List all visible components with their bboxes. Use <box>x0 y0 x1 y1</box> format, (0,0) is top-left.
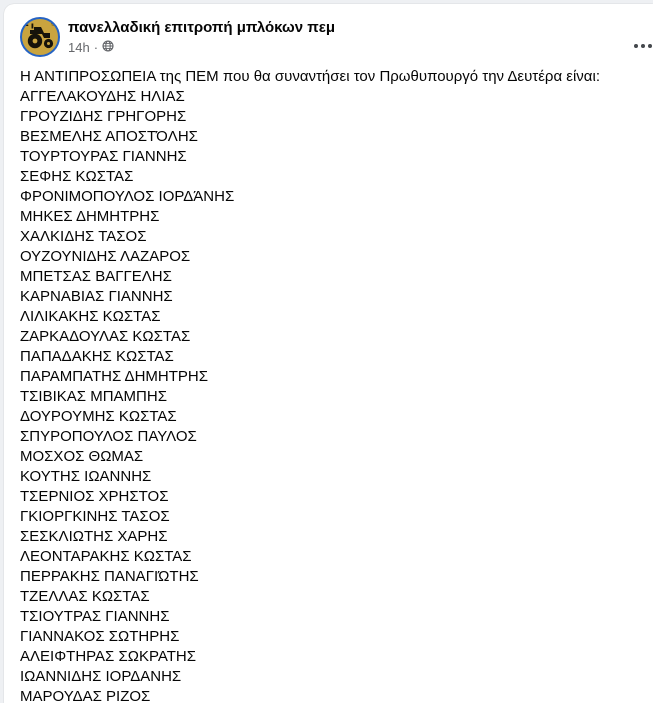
delegate-name: ΛΕΟΝΤΑΡΑΚΗΣ ΚΩΣΤΑΣ <box>20 548 192 565</box>
delegate-name: ΤΣΕΡΝΙΟΣ ΧΡΗΣΤΟΣ <box>20 488 169 505</box>
delegate-name: ΣΕΣΚΛΙΩΤΗΣ ΧΑΡΗΣ <box>20 528 168 545</box>
facebook-post-card <box>4 4 653 703</box>
delegate-name: ΓΡΟΥΖΙΔΗΣ ΓΡΗΓΟΡΗΣ <box>20 108 187 125</box>
delegate-name: ΤΣΙΒΙΚΑΣ ΜΠΑΜΠΗΣ <box>20 388 167 405</box>
delegate-name: ΑΛΕΙΦΤΗΡΑΣ ΣΩΚΡΑΤΗΣ <box>20 648 197 665</box>
delegate-name: ΠΕΡΡΑΚΗΣ ΠΑΝΑΓΙΏΤΗΣ <box>20 568 199 585</box>
post-options-menu-icon[interactable] <box>630 40 653 52</box>
delegate-name: ΓΚΙΟΡΓΚΙΝΗΣ ΤΑΣΟΣ <box>20 508 170 525</box>
tractor-logo-icon <box>22 17 58 57</box>
delegate-name: ΣΕΦΗΣ ΚΩΣΤΑΣ <box>20 168 134 185</box>
delegate-name: ΓΙΑΝΝΑΚΟΣ ΣΩΤΗΡΗΣ <box>20 628 180 645</box>
post-header <box>16 16 639 57</box>
delegate-name: ΤΖΕΛΛΑΣ ΚΩΣΤΑΣ <box>20 588 150 605</box>
delegate-name: ΖΑΡΚΑΔΟΥΛΑΣ ΚΩΣΤΑΣ <box>20 328 191 345</box>
delegate-name: ΒΕΣΜΕΛΗΣ ΑΠΟΣΤΌΛΗΣ <box>20 128 198 145</box>
globe-public-icon <box>102 40 114 56</box>
post-meta <box>68 40 335 56</box>
delegate-name: ΣΠΥΡΟΠΟΥΛΟΣ ΠΑΥΛΟΣ <box>20 428 197 445</box>
delegate-name: ΔΟΥΡΟΥΜΗΣ ΚΩΣΤΑΣ <box>20 408 177 425</box>
delegate-name: ΜΠΕΤΣΑΣ ΒΑΓΓΕΛΗΣ <box>20 268 172 285</box>
post-body <box>16 67 639 703</box>
delegate-name: ΑΓΓΕΛΑΚΟΥΔΗΣ ΗΛΙΑΣ <box>20 88 185 105</box>
delegate-name: ΜΟΣΧΟΣ ΘΩΜΑΣ <box>20 448 144 465</box>
delegate-name: ΤΣΙΟΥΤΡΑΣ ΓΙΑΝΝΗΣ <box>20 608 170 625</box>
delegate-name: ΛΙΛΙΚΑΚΗΣ ΚΩΣΤΑΣ <box>20 308 161 325</box>
delegate-name: ΤΟΥΡΤΟΥΡΑΣ ΓΙΑΝΝΗΣ <box>20 148 187 165</box>
delegate-name: ΙΩΑΝΝΙΔΗΣ ΙΟΡΔΑΝΗΣ <box>20 668 182 685</box>
post-intro-text: Η ΑΝΤΙΠΡΟΣΩΠΕΙΑ της ΠΕΜ που θα συναντήσει τον Πρωθυπουργό την Δευτέρα είναι: <box>20 68 600 85</box>
delegate-name: ΠΑΡΑΜΠΑΤΗΣ ΔΗΜΗΤΡΗΣ <box>20 368 209 385</box>
delegate-name: ΜΗΚΕΣ ΔΗΜΗΤΡΗΣ <box>20 208 160 225</box>
delegate-name: ΦΡΟΝΙΜΟΠΟΥΛΟΣ ΙΟΡΔΆΝΗΣ <box>20 188 235 205</box>
delegate-name: ΚΟΥΤΗΣ ΙΩΑΝΝΗΣ <box>20 468 152 485</box>
post-header-texts <box>68 16 335 56</box>
page-name-link[interactable]: πανελλαδική επιτροπή μπλόκων πεμ <box>68 19 335 36</box>
delegate-name: ΚΑΡΝΑΒΙΑΣ ΓΙΑΝΝΗΣ <box>20 288 173 305</box>
meta-separator: · <box>93 40 99 55</box>
delegate-name: ΟΥΖΟΥΝΙΔΗΣ ΛΑΖΑΡΟΣ <box>20 248 191 265</box>
delegate-name: ΜΑΡΟΥΔΑΣ ΡΙΖΟΣ <box>20 688 151 703</box>
delegate-name: ΧΑΛΚΙΔΗΣ ΤΑΣΟΣ <box>20 228 147 245</box>
page-avatar[interactable] <box>20 17 60 57</box>
delegate-name: ΠΑΠΑΔΑΚΗΣ ΚΩΣΤΑΣ <box>20 348 174 365</box>
timestamp-link[interactable]: 14h <box>68 40 90 55</box>
